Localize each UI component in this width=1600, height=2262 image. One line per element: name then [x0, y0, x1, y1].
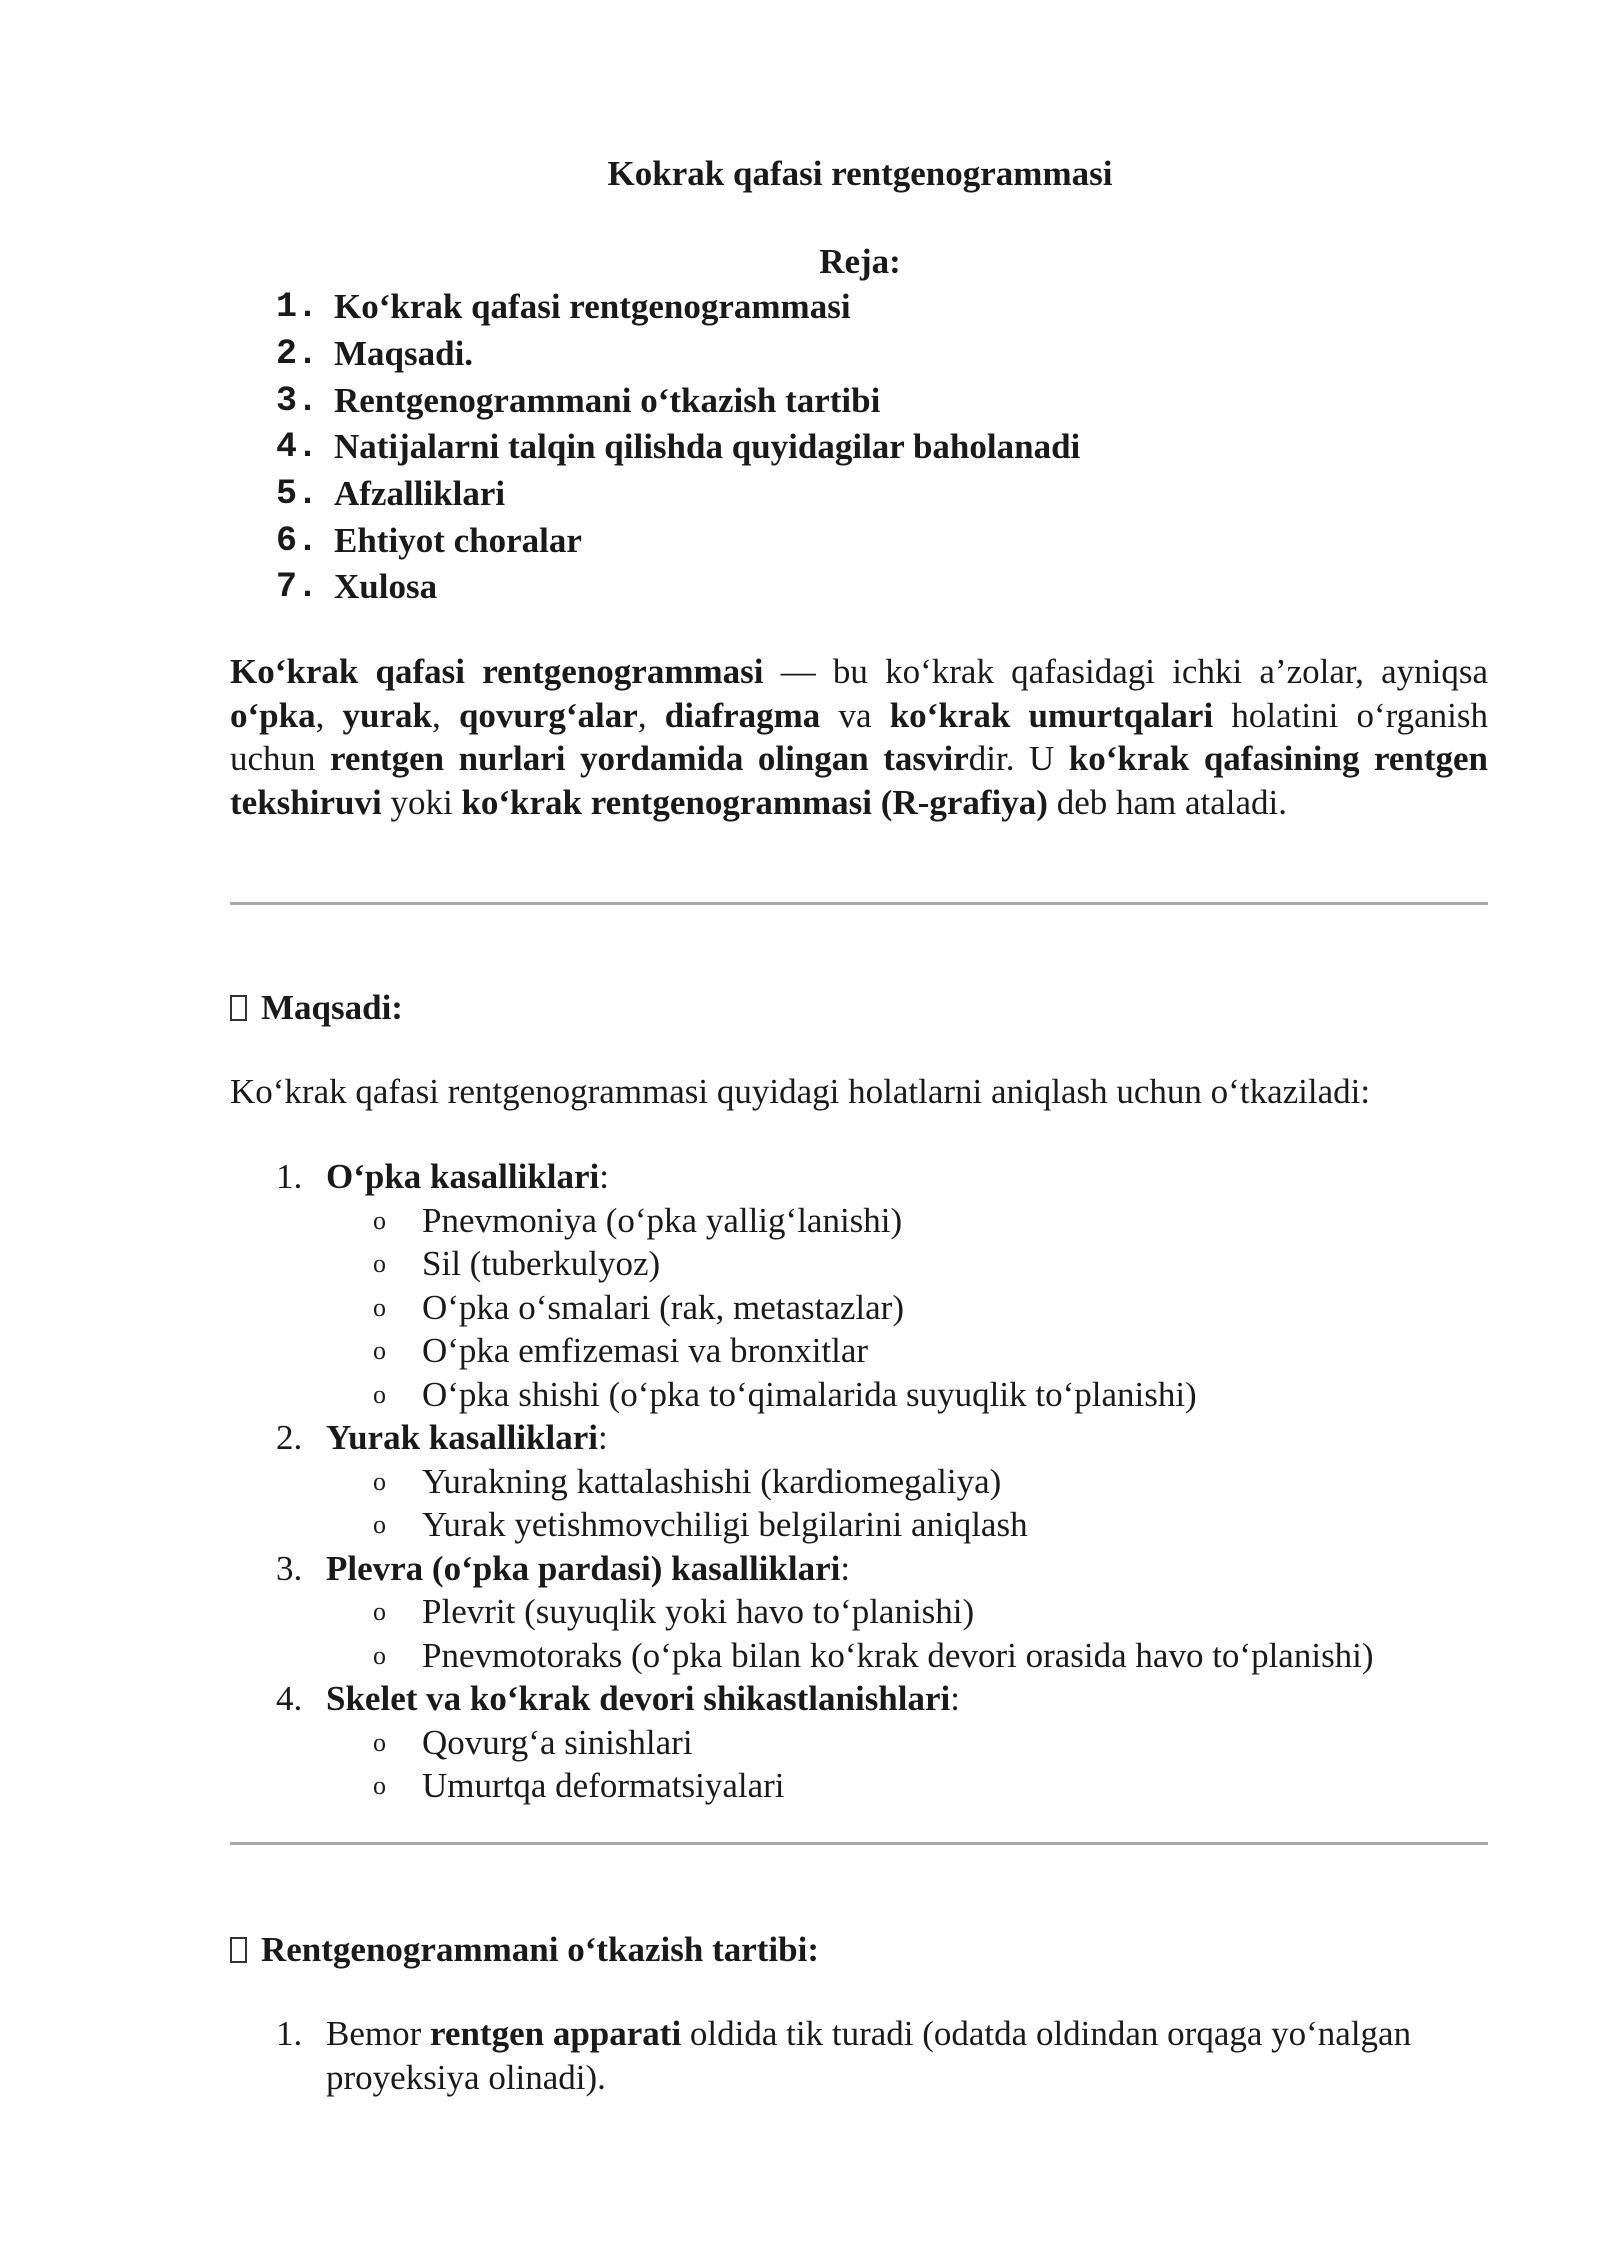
- tartib-heading-label: Rentgenogrammani o‘tkazish tartibi:: [261, 1930, 820, 1969]
- reja-item: [276, 331, 1080, 378]
- list-item: [276, 2012, 1496, 2099]
- reja-item-number: 2.: [276, 334, 319, 375]
- sub-item-text: O‘pka emfizemasi va bronxitlar: [422, 1331, 869, 1370]
- intro-text: ,: [637, 695, 665, 735]
- sub-item: [276, 1242, 1374, 1286]
- list-item: [276, 1416, 1374, 1460]
- sub-item: [276, 1286, 1374, 1330]
- tartib-list: [276, 2012, 1496, 2099]
- list-number: 1.: [276, 2014, 303, 2053]
- sub-item-text: Plevrit (suyuqlik yoki havo to‘planishi): [422, 1592, 975, 1631]
- bullet-icon: o: [373, 1292, 386, 1322]
- sub-item-text: O‘pka shishi (o‘pka to‘qimalarida suyuqlik to‘planishi): [422, 1374, 1197, 1414]
- reja-item: [276, 517, 1080, 564]
- list-item: [276, 1547, 1374, 1591]
- reja-item-label: Natijalarni talqin qilishda quyidagilar baholanadi: [334, 427, 1081, 467]
- term-bold: diafragma: [664, 695, 821, 735]
- reja-item-label: Xulosa: [334, 567, 438, 607]
- sub-item-text: Sil (tuberkulyoz): [422, 1244, 661, 1283]
- reja-item-number: 4.: [276, 427, 319, 468]
- term-bold: rentgen apparati: [430, 2014, 682, 2053]
- reja-item-number: 6.: [276, 520, 319, 561]
- bullet-icon: o: [373, 1249, 386, 1278]
- reja-item: [276, 424, 1080, 471]
- term-bold: rentgen nurlari yordamida olingan tasvir: [330, 739, 969, 778]
- bullet-icon: o: [373, 1597, 386, 1626]
- maqsad-heading-label: Maqsadi:: [261, 988, 403, 1027]
- term-bold: ko‘krak rentgenogrammasi (R-grafiya): [461, 782, 1048, 822]
- sub-item-text: Pnevmoniya (o‘pka yallig‘lanishi): [422, 1200, 903, 1240]
- reja-list: [276, 284, 1080, 611]
- sub-item: [276, 1373, 1374, 1417]
- sub-item: [276, 1590, 1374, 1634]
- list-number: 4.: [276, 1679, 303, 1718]
- maqsad-lead: Ko‘krak qafasi rentgenogrammasi quyidagi holatlarni aniqlash uchun o‘tkaziladi:: [230, 1072, 1371, 1111]
- bullet-icon: o: [373, 1336, 386, 1365]
- intro-text: — bu ko‘krak qafasidagi ichki a’zolar, ayniqsa: [763, 652, 1489, 691]
- term-bold: Ko‘krak qafasi rentgenogrammasi: [230, 652, 764, 691]
- list-item: [276, 1677, 1374, 1721]
- missing-glyph-icon: [230, 995, 247, 1021]
- bullet-icon: o: [373, 1771, 386, 1800]
- reja-item-number: 7.: [276, 567, 319, 608]
- reja-item: [276, 564, 1080, 611]
- list-colon: :: [599, 1157, 610, 1196]
- reja-item-number: 5.: [276, 474, 319, 515]
- sub-item: [276, 1634, 1374, 1678]
- bullet-icon: o: [373, 1510, 386, 1539]
- term-bold: qovurg‘alar: [458, 695, 638, 735]
- reja-item-label: Ehtiyot choralar: [334, 520, 582, 560]
- list-number: 1.: [276, 1157, 303, 1196]
- bullet-icon: o: [373, 1727, 386, 1757]
- step-text: Bemor: [326, 2014, 431, 2053]
- list-title: Yurak kasalliklari: [326, 1418, 598, 1457]
- maqsad-list: [276, 1155, 1374, 1808]
- missing-glyph-icon: [230, 1937, 247, 1963]
- intro-paragraph: [230, 650, 1488, 824]
- reja-item: [276, 284, 1080, 331]
- intro-text: deb ham ataladi.: [1047, 782, 1288, 822]
- list-item: [276, 1155, 1374, 1199]
- tartib-heading: [230, 1928, 819, 1972]
- list-number: 2.: [276, 1418, 303, 1457]
- intro-text: dir. U: [968, 739, 1069, 778]
- reja-item: [276, 471, 1080, 518]
- bullet-icon: o: [373, 1379, 386, 1409]
- sub-item-text: Pnevmotoraks (o‘pka bilan ko‘krak devori orasida havo to‘planishi): [422, 1635, 1374, 1675]
- term-bold: ko‘krak umurtqalari: [889, 695, 1214, 735]
- list-colon: :: [840, 1548, 851, 1588]
- sub-item-text: O‘pka o‘smalari (rak, metastazlar): [422, 1287, 904, 1327]
- list-title: Skelet va ko‘krak devori shikastlanishlari: [326, 1679, 951, 1718]
- sub-item: [276, 1721, 1374, 1765]
- sub-item: [276, 1199, 1374, 1243]
- term-bold: ko‘krak qafasining rentgen tekshiruvi: [230, 739, 1488, 822]
- list-title: Plevra (o‘pka pardasi) kasalliklari: [326, 1548, 841, 1588]
- maqsad-heading: [230, 986, 403, 1030]
- intro-text: ,: [315, 695, 343, 735]
- reja-item-label: Rentgenogrammani o‘tkazish tartibi: [334, 380, 881, 420]
- reja-heading: Reja:: [819, 242, 901, 281]
- step-text: oldida tik turadi (odatda oldindan orqaga yo‘nalgan proyeksiya olinadi).: [326, 2014, 1412, 2097]
- reja-item-number: 3.: [276, 380, 319, 421]
- list-number: 3.: [276, 1548, 303, 1588]
- horizontal-rule: [230, 1842, 1488, 1845]
- reja-item-number: 1.: [276, 287, 319, 328]
- list-colon: :: [598, 1418, 608, 1457]
- intro-text: va: [820, 695, 890, 735]
- sub-item-text: Qovurg‘a sinishlari: [422, 1722, 693, 1762]
- reja-item-label: Maqsadi.: [334, 334, 474, 374]
- bullet-icon: o: [373, 1205, 386, 1235]
- reja-item-label: Afzalliklari: [334, 474, 506, 514]
- intro-text: holatini o‘rganish uchun: [230, 695, 1489, 778]
- intro-text: yoki: [381, 782, 462, 822]
- term-bold: yurak: [342, 695, 432, 735]
- reja-item: [276, 377, 1080, 424]
- term-bold: o‘pka: [230, 695, 316, 735]
- list-item-text: [326, 2012, 1496, 2099]
- sub-item: [276, 1764, 1374, 1808]
- sub-item-text: Yurak yetishmovchiligi belgilarini aniqlash: [422, 1505, 1028, 1544]
- bullet-icon: o: [373, 1640, 386, 1670]
- list-title: O‘pka kasalliklari: [326, 1157, 600, 1196]
- horizontal-rule: [230, 902, 1488, 905]
- reja-item-label: Ko‘krak qafasi rentgenogrammasi: [334, 287, 851, 327]
- sub-item: [276, 1329, 1374, 1373]
- document-title: Kokrak qafasi rentgenogrammasi: [607, 154, 1113, 193]
- intro-text: ,: [432, 695, 459, 735]
- bullet-icon: o: [373, 1466, 386, 1496]
- list-colon: :: [950, 1679, 960, 1718]
- sub-item: [276, 1503, 1374, 1547]
- sub-item: [276, 1460, 1374, 1504]
- sub-item-text: Umurtqa deformatsiyalari: [422, 1766, 785, 1805]
- sub-item-text: Yurakning kattalashishi (kardiomegaliya): [422, 1461, 1002, 1501]
